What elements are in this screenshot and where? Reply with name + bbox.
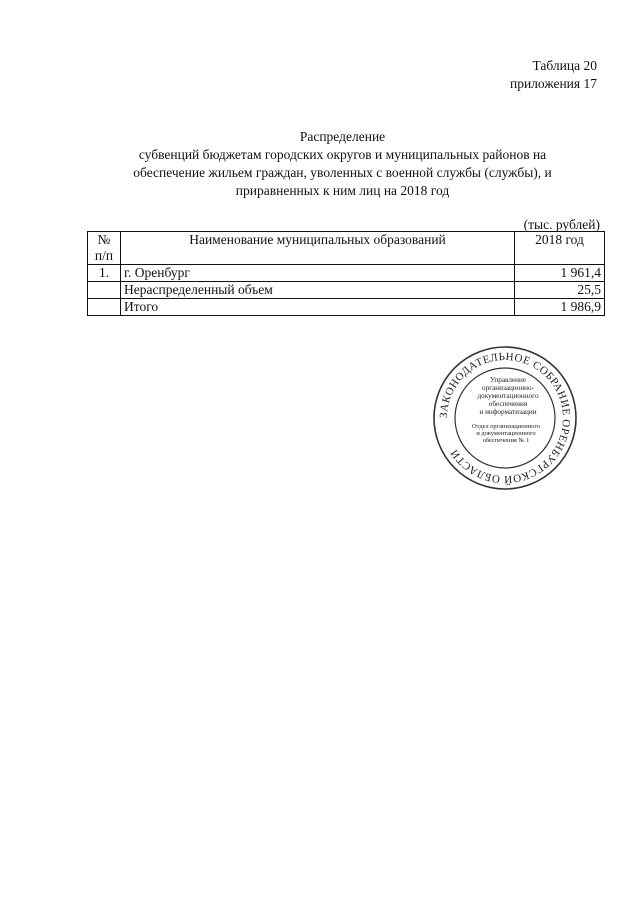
table-number: Таблица 20	[532, 58, 597, 73]
stamp-ring-text: ЗАКОНОДАТЕЛЬНОЕ СОБРАНИЕ ОРЕНБУРГСКОЙ ОБЛАСТИ	[437, 350, 573, 486]
title-line-3: обеспечение жильем граждан, уволенных с военной службы (службы), и	[133, 165, 552, 180]
table-row	[88, 282, 605, 299]
header-number-sign: №	[97, 232, 111, 247]
document-title	[80, 128, 605, 200]
row-name: Итого	[121, 299, 515, 316]
stamp-line-1: Управление	[489, 376, 527, 384]
title-line-4: приравненных к ним лиц на 2018 год	[235, 183, 450, 198]
title-line-1: Распределение	[299, 129, 386, 144]
table-header-row	[88, 232, 605, 265]
row-name: г. Оренбург	[121, 265, 515, 282]
stamp-line-6: Отдел организационного	[472, 423, 540, 430]
title-line-2: субвенций бюджетам городских округов и муниципальных районов на	[138, 147, 547, 162]
table-row	[88, 265, 605, 282]
stamp-line-7: и документационного	[476, 430, 536, 437]
official-stamp-icon	[432, 345, 578, 491]
header-name-cell: Наименование муниципальных образований	[121, 232, 515, 265]
stamp-line-3: документационного	[477, 392, 539, 400]
distribution-table	[87, 231, 605, 316]
row-number	[88, 282, 121, 299]
units-label: (тыс. рублей)	[523, 217, 600, 232]
row-name: Нераспределенный объем	[121, 282, 515, 299]
row-number	[88, 299, 121, 316]
stamp-line-2: организационно-	[481, 384, 535, 392]
stamp-line-4: обеспечения	[488, 400, 528, 408]
row-value: 25,5	[515, 282, 605, 299]
table-reference	[510, 57, 597, 93]
header-year-cell: 2018 год	[515, 232, 605, 265]
row-number: 1.	[88, 265, 121, 282]
stamp-line-8: обеспечения № 1	[482, 437, 530, 444]
table-row	[88, 299, 605, 316]
appendix-number: приложения 17	[509, 76, 597, 91]
header-number-cell	[88, 232, 121, 265]
row-value: 1 986,9	[515, 299, 605, 316]
header-number-abbr: п/п	[94, 248, 114, 263]
stamp-line-5: и информатизации	[479, 408, 537, 416]
row-value: 1 961,4	[515, 265, 605, 282]
svg-text:ЗАКОНОДАТЕЛЬНОЕ СОБРАНИЕ ОРЕНБ	[438, 351, 572, 485]
